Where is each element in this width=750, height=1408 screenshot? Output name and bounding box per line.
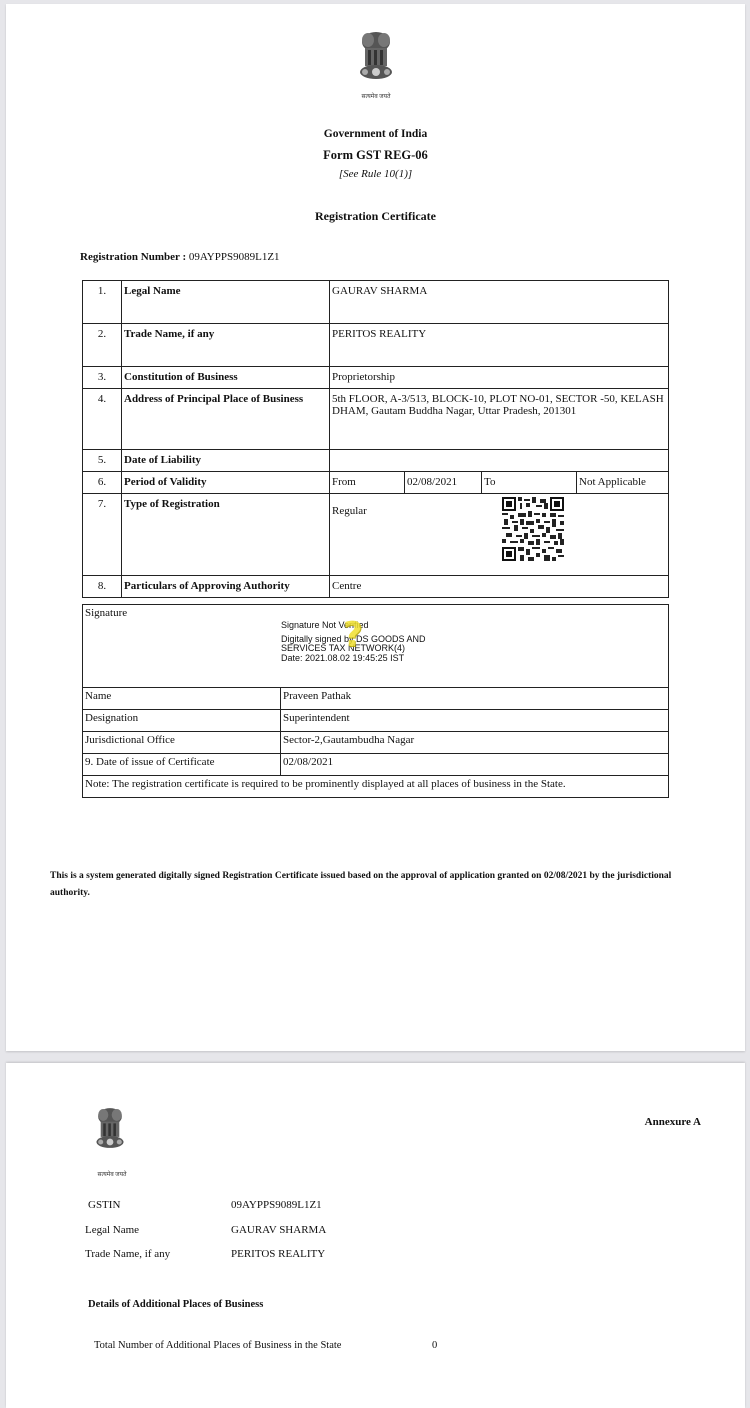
certificate-page-2 bbox=[6, 1063, 745, 1408]
annexure-title: Annexure A bbox=[644, 1116, 701, 1128]
officer-name-value: Praveen Pathak bbox=[281, 688, 669, 710]
legal-name-value: GAURAV SHARMA bbox=[330, 281, 669, 324]
emblem-motto: सत्यमेव जयते bbox=[361, 94, 391, 100]
registration-number-label: Registration Number : bbox=[80, 251, 187, 263]
table-row-trade-name bbox=[83, 324, 669, 367]
signature-cell bbox=[83, 605, 669, 688]
row-label: Address of Principal Place of Business bbox=[122, 389, 330, 450]
registration-number bbox=[80, 251, 280, 263]
row-number: 8. bbox=[83, 576, 122, 598]
validity-from-label: From bbox=[330, 472, 405, 494]
table-row-approving-authority bbox=[83, 576, 669, 598]
certificate-page-1 bbox=[6, 4, 745, 1051]
type-of-registration-cell bbox=[330, 494, 669, 576]
row-number: 5. bbox=[83, 450, 122, 472]
legal-name-value: GAURAV SHARMA bbox=[231, 1224, 327, 1236]
registration-details-table bbox=[82, 280, 669, 598]
signature-status: Signature Not Verified bbox=[281, 620, 369, 630]
designation-value: Superintendent bbox=[281, 710, 669, 732]
question-mark-icon: ? bbox=[343, 615, 363, 655]
jurisdictional-office-value: Sector-2,Gautambudha Nagar bbox=[281, 732, 669, 754]
row-number: 3. bbox=[83, 367, 122, 389]
officer-row-name bbox=[83, 688, 669, 710]
date-of-liability-value bbox=[330, 450, 669, 472]
trade-name-value: PERITOS REALITY bbox=[330, 324, 669, 367]
emblem-motto: सत्यमेव जयते bbox=[97, 1172, 127, 1178]
signature-date: Date: 2021.08.02 19:45:25 IST bbox=[281, 652, 405, 663]
certificate-title: Registration Certificate bbox=[315, 209, 436, 223]
officer-row-designation bbox=[83, 710, 669, 732]
rule-reference: [See Rule 10(1)] bbox=[338, 168, 413, 180]
signature-row bbox=[83, 605, 669, 688]
trade-name-value: PERITOS REALITY bbox=[231, 1248, 326, 1260]
ashoka-emblem-icon bbox=[350, 28, 402, 90]
field-label: GSTIN bbox=[88, 1199, 121, 1211]
additional-places-heading: Details of Additional Places of Business bbox=[88, 1299, 264, 1310]
row-number: 2. bbox=[83, 324, 122, 367]
officer-label: Designation bbox=[83, 710, 281, 732]
row-label: Period of Validity bbox=[122, 472, 330, 494]
row-number: 4. bbox=[83, 389, 122, 450]
row-label: Date of Liability bbox=[122, 450, 330, 472]
display-note: Note: The registration certificate is required to be prominently displayed at all places of business in the State. bbox=[83, 776, 669, 798]
table-row-type-of-registration bbox=[83, 494, 669, 576]
qr-code-icon bbox=[502, 497, 564, 561]
row-number: 6. bbox=[83, 472, 122, 494]
table-row-date-of-liability bbox=[83, 450, 669, 472]
row-label: Type of Registration bbox=[122, 494, 330, 576]
validity-from-value: 02/08/2021 bbox=[405, 472, 482, 494]
signature-table bbox=[82, 604, 669, 798]
row-label: Constitution of Business bbox=[122, 367, 330, 389]
officer-label: Name bbox=[83, 688, 281, 710]
signature-label: Signature bbox=[85, 607, 128, 619]
row-label: Legal Name bbox=[122, 281, 330, 324]
note-row bbox=[83, 776, 669, 798]
row-number: 7. bbox=[83, 494, 122, 576]
row-label: Trade Name, if any bbox=[122, 324, 330, 367]
constitution-value: Proprietorship bbox=[330, 367, 669, 389]
issue-date-value: 02/08/2021 bbox=[281, 754, 669, 776]
officer-row-issue-date bbox=[83, 754, 669, 776]
validity-to-label: To bbox=[482, 472, 577, 494]
additional-places-count: 0 bbox=[432, 1340, 438, 1351]
signature-signer-line2: SERVICES TAX NETWORK(4) bbox=[281, 643, 406, 653]
ashoka-emblem-icon bbox=[88, 1103, 132, 1159]
field-label: Trade Name, if any bbox=[85, 1248, 171, 1260]
gstin-value: 09AYPPS9089L1Z1 bbox=[231, 1199, 322, 1211]
table-row-address bbox=[83, 389, 669, 450]
row-label: Particulars of Approving Authority bbox=[122, 576, 330, 598]
system-generated-note: This is a system generated digitally signed Registration Certificate issued based on the approval of application granted on 02/08/2021 by the jurisdictional authority. bbox=[50, 871, 672, 898]
table-row-constitution bbox=[83, 367, 669, 389]
registration-number-value: 09AYPPS9089L1Z1 bbox=[188, 251, 280, 263]
government-heading: Government of India bbox=[323, 128, 428, 140]
officer-row-jurisdiction bbox=[83, 732, 669, 754]
address-value: 5th FLOOR, A-3/513, BLOCK-10, PLOT NO-01, SECTOR -50, KELASH DHAM, Gautam Buddha Nagar, Uttar Pradesh, 201301 bbox=[330, 389, 669, 450]
row-number: 1. bbox=[83, 281, 122, 324]
officer-label: Jurisdictional Office bbox=[83, 732, 281, 754]
signature-signer-line1: Digitally signed by DS GOODS AND bbox=[281, 633, 426, 644]
approving-authority-value: Centre bbox=[330, 576, 669, 598]
officer-label: 9. Date of issue of Certificate bbox=[83, 754, 281, 776]
validity-to-value: Not Applicable bbox=[577, 472, 669, 494]
type-of-registration-value: Regular bbox=[332, 505, 367, 517]
table-row-period-of-validity bbox=[83, 472, 669, 494]
additional-places-label: Total Number of Additional Places of Business in the State bbox=[94, 1340, 342, 1351]
field-label: Legal Name bbox=[85, 1224, 140, 1236]
table-row-legal-name bbox=[83, 281, 669, 324]
form-title: Form GST REG-06 bbox=[323, 148, 428, 162]
